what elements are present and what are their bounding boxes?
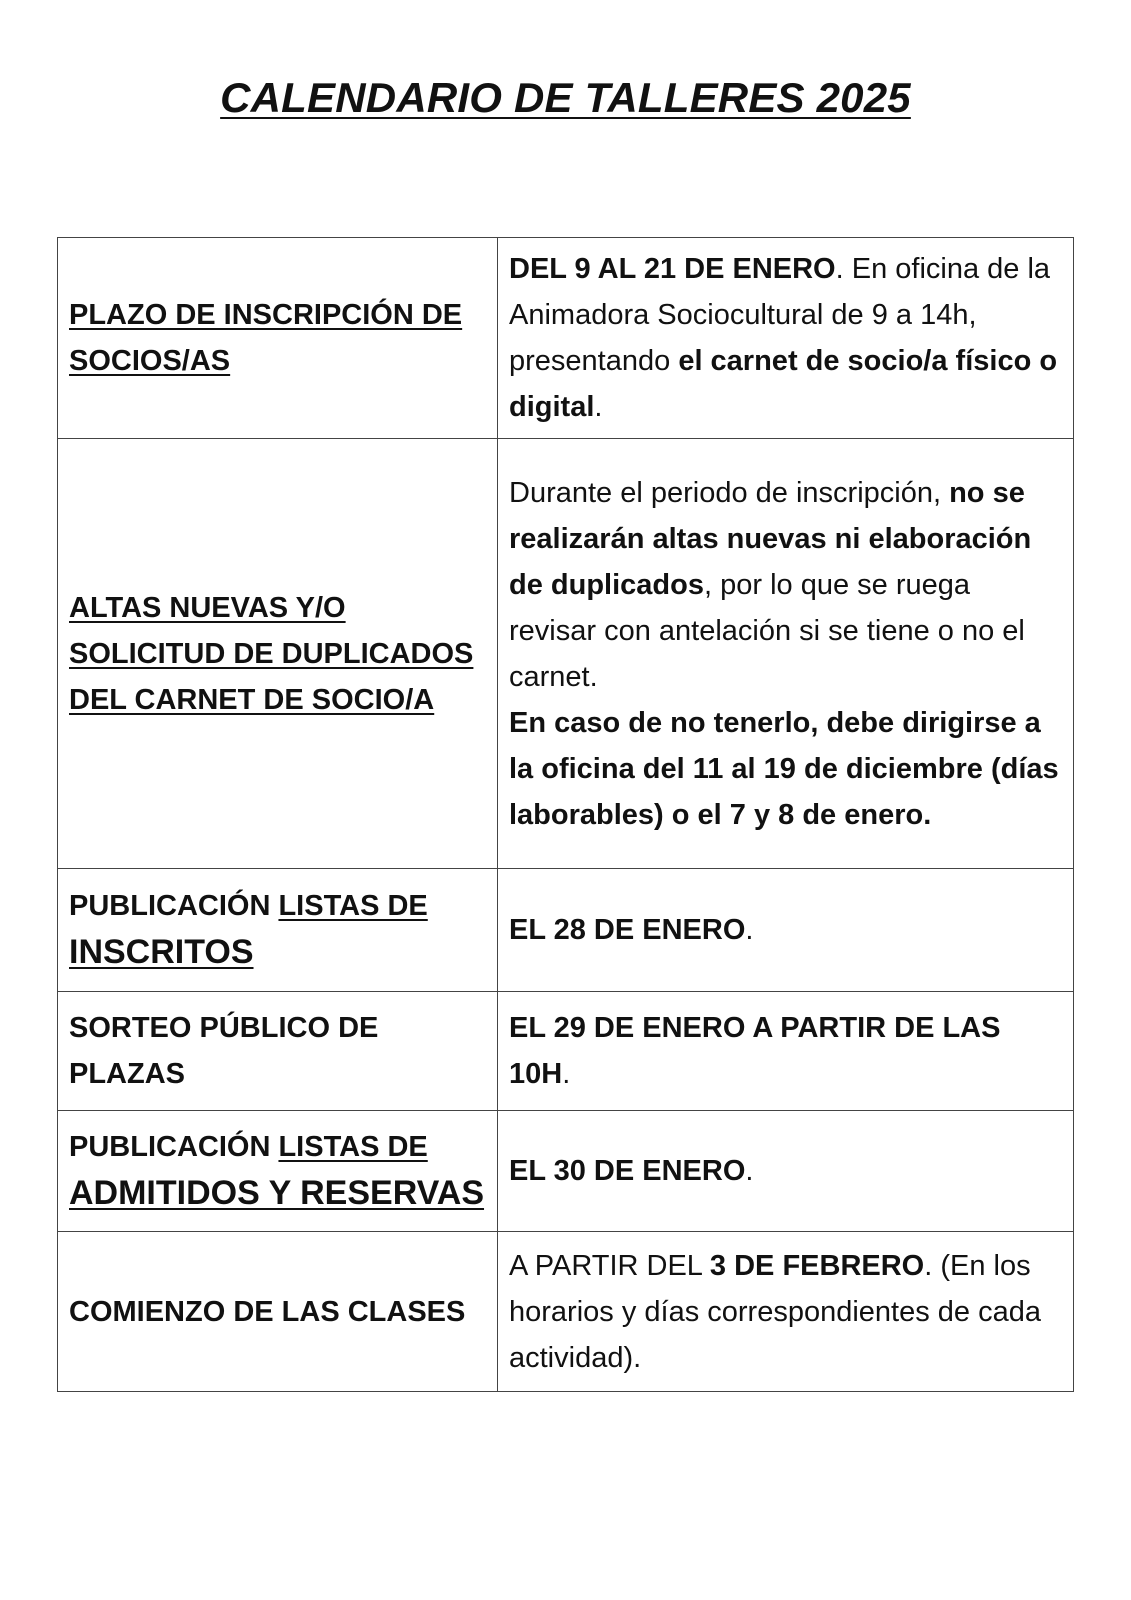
row-detail-cell bbox=[498, 238, 1074, 439]
schedule-table bbox=[57, 237, 1074, 1392]
table-row-class-start bbox=[58, 1232, 1074, 1392]
row-label-underlined: LISTAS DE bbox=[278, 890, 428, 922]
row-label-underlined: LISTAS DE bbox=[278, 1131, 428, 1163]
row-detail-cell bbox=[498, 869, 1074, 992]
detail-bold-text: EL 28 DE ENERO bbox=[509, 914, 746, 946]
detail-text: . bbox=[562, 1058, 571, 1090]
row-label-cell bbox=[58, 439, 498, 869]
row-label-plain: PUBLICACIÓN bbox=[69, 1131, 279, 1163]
row-label-cell bbox=[58, 238, 498, 439]
row-detail-cell bbox=[498, 439, 1074, 869]
detail-bold-text: EL 30 DE ENERO bbox=[509, 1155, 746, 1187]
detail-text: . bbox=[594, 391, 603, 423]
row-label-cell bbox=[58, 1232, 498, 1392]
detail-text: . bbox=[745, 1155, 754, 1187]
detail-text: . bbox=[745, 914, 754, 946]
table-row-registered-lists bbox=[58, 869, 1074, 992]
row-detail-cell bbox=[498, 1111, 1074, 1232]
table-row-public-draw bbox=[58, 992, 1074, 1111]
row-label-cell bbox=[58, 1111, 498, 1232]
row-label: PLAZO DE INSCRIPCIÓN DE SOCIOS/AS bbox=[69, 299, 463, 377]
row-label-underlined: ADMITIDOS Y RESERVAS bbox=[69, 1174, 485, 1212]
row-detail-cell bbox=[498, 1232, 1074, 1392]
detail-text: , por lo que se ruega revisar con antelación si se tiene o no el carnet. bbox=[509, 568, 1025, 693]
row-detail-cell bbox=[498, 992, 1074, 1111]
detail-text: . (En los horarios y días correspondientes de cada actividad). bbox=[509, 1249, 1041, 1374]
row-label-underlined: INSCRITOS bbox=[69, 933, 254, 971]
page-title: CALENDARIO DE TALLERES 2025 bbox=[220, 74, 911, 121]
row-label-cell bbox=[58, 869, 498, 992]
table-row-admitted-lists bbox=[58, 1111, 1074, 1232]
detail-text: . En oficina de la Animadora Sociocultural de 9 a 14h, presentando bbox=[509, 253, 1051, 377]
row-label-plain: PUBLICACIÓN bbox=[69, 890, 279, 922]
detail-text: Durante el periodo de inscripción, bbox=[509, 476, 950, 509]
detail-bold-text: DEL 9 AL 21 DE ENERO bbox=[509, 253, 836, 285]
row-label: COMIENZO DE LAS CLASES bbox=[69, 1295, 466, 1328]
row-label: SORTEO PÚBLICO DE PLAZAS bbox=[69, 1012, 379, 1090]
detail-bold-text: 3 DE FEBRERO bbox=[709, 1249, 925, 1282]
detail-bold-text: el carnet de socio/a físico o digital bbox=[509, 345, 1058, 423]
table-row-inscription-period bbox=[58, 238, 1074, 439]
table-row-new-memberships bbox=[58, 439, 1074, 869]
detail-bold-text: no se realizarán altas nuevas ni elaboración de duplicados bbox=[509, 476, 1032, 601]
detail-bold-text: En caso de no tenerlo, debe dirigirse a la oficina del 11 al 19 de diciembre (días laborables) o el 7 y 8 de enero. bbox=[509, 706, 1059, 831]
row-label-cell bbox=[58, 992, 498, 1111]
detail-bold-text: EL 29 DE ENERO A PARTIR DE LAS 10H bbox=[509, 1012, 1001, 1090]
detail-text: A PARTIR DEL bbox=[509, 1249, 710, 1282]
row-label: ALTAS NUEVAS Y/O SOLICITUD DE DUPLICADOS DEL CARNET DE SOCIO/A bbox=[69, 591, 474, 716]
